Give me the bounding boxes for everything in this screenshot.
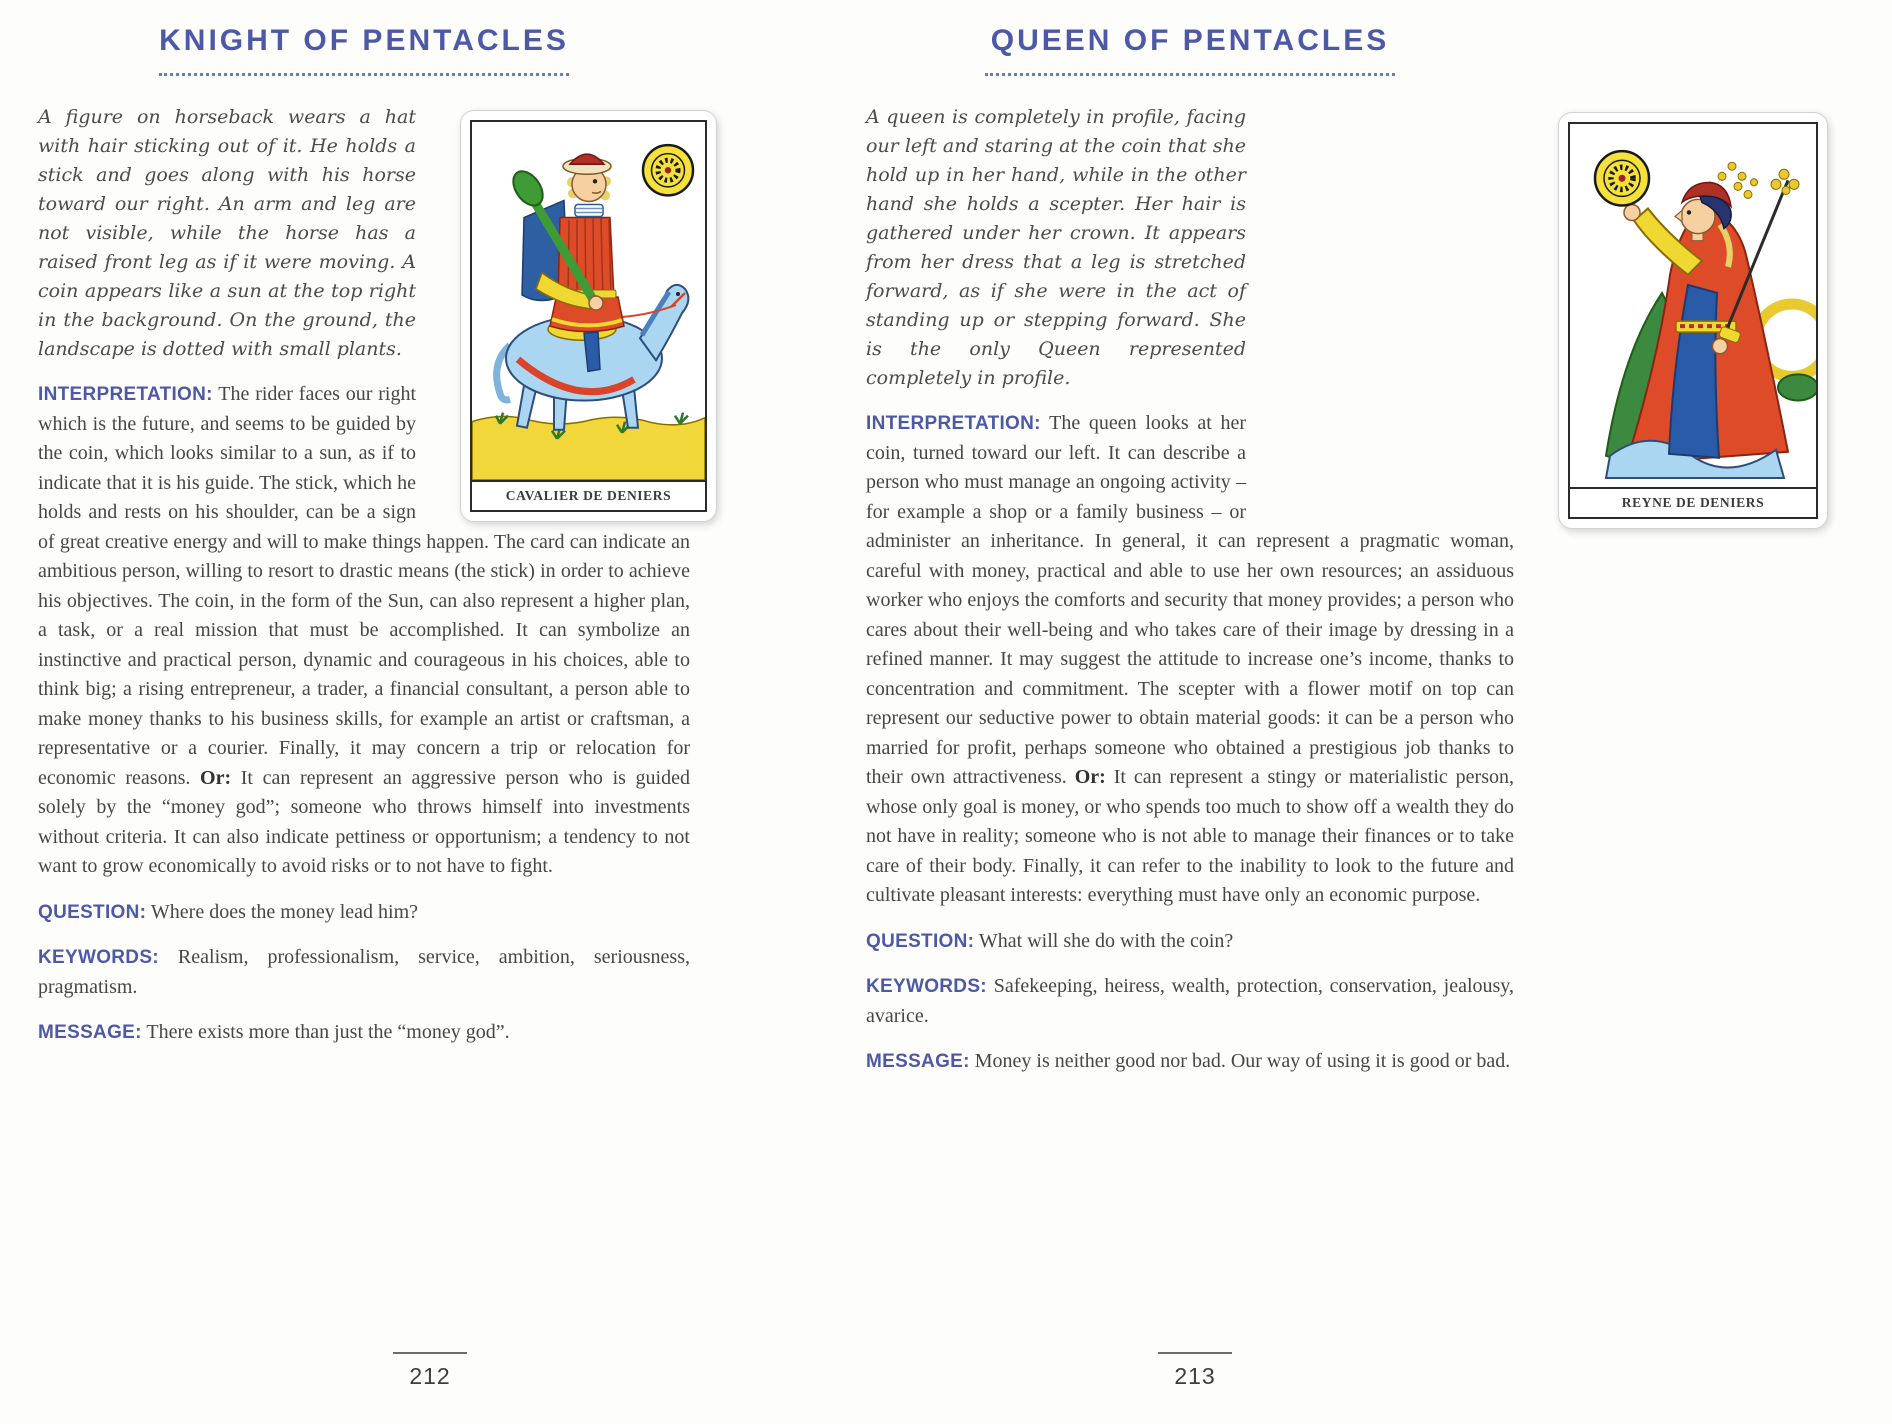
card-description: A figure on horseback wears a hat with hair sticking out of it. He holds a stick and goes along with his horse toward our right. An arm and leg are not visible, while the horse has a raised front leg as if it were moving. A coin appears like a sun at the top right in the background. On the ground, the landscape is dotted with small plants. (38, 106, 416, 360)
interpretation-label: INTERPRETATION: (38, 384, 213, 405)
page-title: KNIGHT OF PENTACLES (159, 24, 569, 57)
ground (472, 416, 705, 480)
interpretation-text: The rider faces our right which is the future, and seems to be guided by the coin, which looks similar to a sun, as if to indicate that it is his guide. The stick, which he holds and rests on his shoulder, can be a sign of great creative energy and will to make things happen. The card can indicate an ambitious person, willing to resort to drastic means (the stick) in order to achieve his objectives. The coin, in the form of the Sun, can also represent a higher plan, a task, or a real mission that must be accomplished. It can symbolize an instinctive and practical person, dynamic and courageous in his choices, able to think big; a rising entrepreneur, a trader, a financial consultant, a person able to make money thanks to his business skills, for example an artist or craftsman, a representative or a courier. Finally, it may concern a trip or relocation for economic reasons. (38, 383, 690, 789)
card-caption: CAVALIER DE DENIERS (470, 480, 707, 512)
question-paragraph (38, 898, 690, 928)
card-description: A queen is completely in profile, facing our left and staring at the coin that she hold up in her hand, while in the other hand she holds a scepter. Her hair is gathered under her crown. It appears from her dress that a leg is stretched forward, as if she were in the act of standing up or stepping forward. She is the only Queen represented completely in profile. (866, 106, 1246, 389)
title-divider (159, 73, 569, 76)
hand (1624, 204, 1640, 220)
message-text: There exists more than just the “money god”. (141, 1021, 510, 1043)
message-label: MESSAGE: (38, 1022, 142, 1043)
page-body (866, 103, 1514, 1077)
question-paragraph (866, 927, 1514, 957)
interpretation-text-after-or: It can represent a stingy or materialistic person, whose only goal is money, or who spends too much to show off a wealth they do not have in reality; someone who is not able to manage their finances or to take care of their body. Finally, it can refer to the inability to look to the future and cultivate pleasant interests: everything must have only an economic purpose. (866, 766, 1514, 906)
page-queen-of-pentacles (866, 24, 1514, 1093)
message-paragraph (866, 1047, 1514, 1077)
card-border (1568, 122, 1818, 519)
footer-rule (1158, 1352, 1232, 1354)
keywords-text: Safekeeping, heiress, wealth, protection, conservation, jealousy, avarice. (866, 975, 1514, 1027)
card-wrap-spacer (1262, 103, 1514, 523)
page-title: QUEEN OF PENTACLES (990, 24, 1390, 57)
page-number: 213 (1174, 1363, 1216, 1389)
interpretation-label: INTERPRETATION: (866, 413, 1041, 434)
queen-of-pentacles-card (1558, 112, 1828, 529)
pentacle-coin-icon (1595, 151, 1649, 205)
footer-rule (393, 1352, 467, 1354)
keywords-paragraph (866, 972, 1514, 1031)
or-label: Or: (1074, 766, 1106, 788)
message-paragraph (38, 1018, 690, 1048)
interpretation-text: The queen looks at her coin, turned toward our left. It can describe a person who must manage an ongoing activity – for example a shop or a family business – or administer an inheritance. In general, it can represent a pragmatic woman, careful with money, practical and able to use her own resources; an assiduous worker who enjoys the comforts and security that money provides; a person who cares about their well-being and who takes care of their image by dressing in a refined manner. It may suggest the attitude to increase one’s income, thanks to concentration and commitment. The scepter with a flower motif on top can represent our seductive power to obtain material goods: it can be a person who married for profit, perhaps someone who obtained a prestigious job thanks to their own attractiveness. (866, 412, 1514, 788)
pentacle-coin-icon (643, 145, 693, 195)
message-label: MESSAGE: (866, 1051, 970, 1072)
interpretation-text-after-or: It can represent an aggressive person who is guided solely by the “money god”; someone who throws himself into investments without criteria. It can also indicate pettiness or opportunism; a tendency to not want to grow economically to avoid risks or to not have to fight. (38, 766, 690, 877)
keywords-text: Realism, professionalism, service, ambition, seriousness, pragmatism. (38, 946, 690, 998)
queen-card-illustration (1570, 124, 1816, 487)
card-caption: REYNE DE DENIERS (1568, 487, 1818, 519)
page-number: 212 (409, 1363, 451, 1389)
card-border (470, 120, 707, 512)
keywords-label: KEYWORDS: (866, 976, 987, 997)
question-text: What will she do with the coin? (974, 929, 1234, 952)
message-text: Money is neither good nor bad. Our way of using it is good or bad. (969, 1050, 1511, 1072)
keywords-label: KEYWORDS: (38, 947, 159, 968)
knight-card-illustration (472, 122, 705, 480)
page-footer-right (1130, 1352, 1260, 1390)
knight-of-pentacles-card (460, 110, 717, 522)
question-label: QUESTION: (866, 930, 975, 952)
or-label: Or: (200, 766, 232, 789)
question-text: Where does the money lead him? (146, 900, 419, 923)
page-footer-left (365, 1352, 495, 1390)
hand (1713, 339, 1728, 354)
keywords-paragraph (38, 943, 690, 1002)
question-label: QUESTION: (38, 901, 147, 923)
title-divider (985, 73, 1395, 76)
